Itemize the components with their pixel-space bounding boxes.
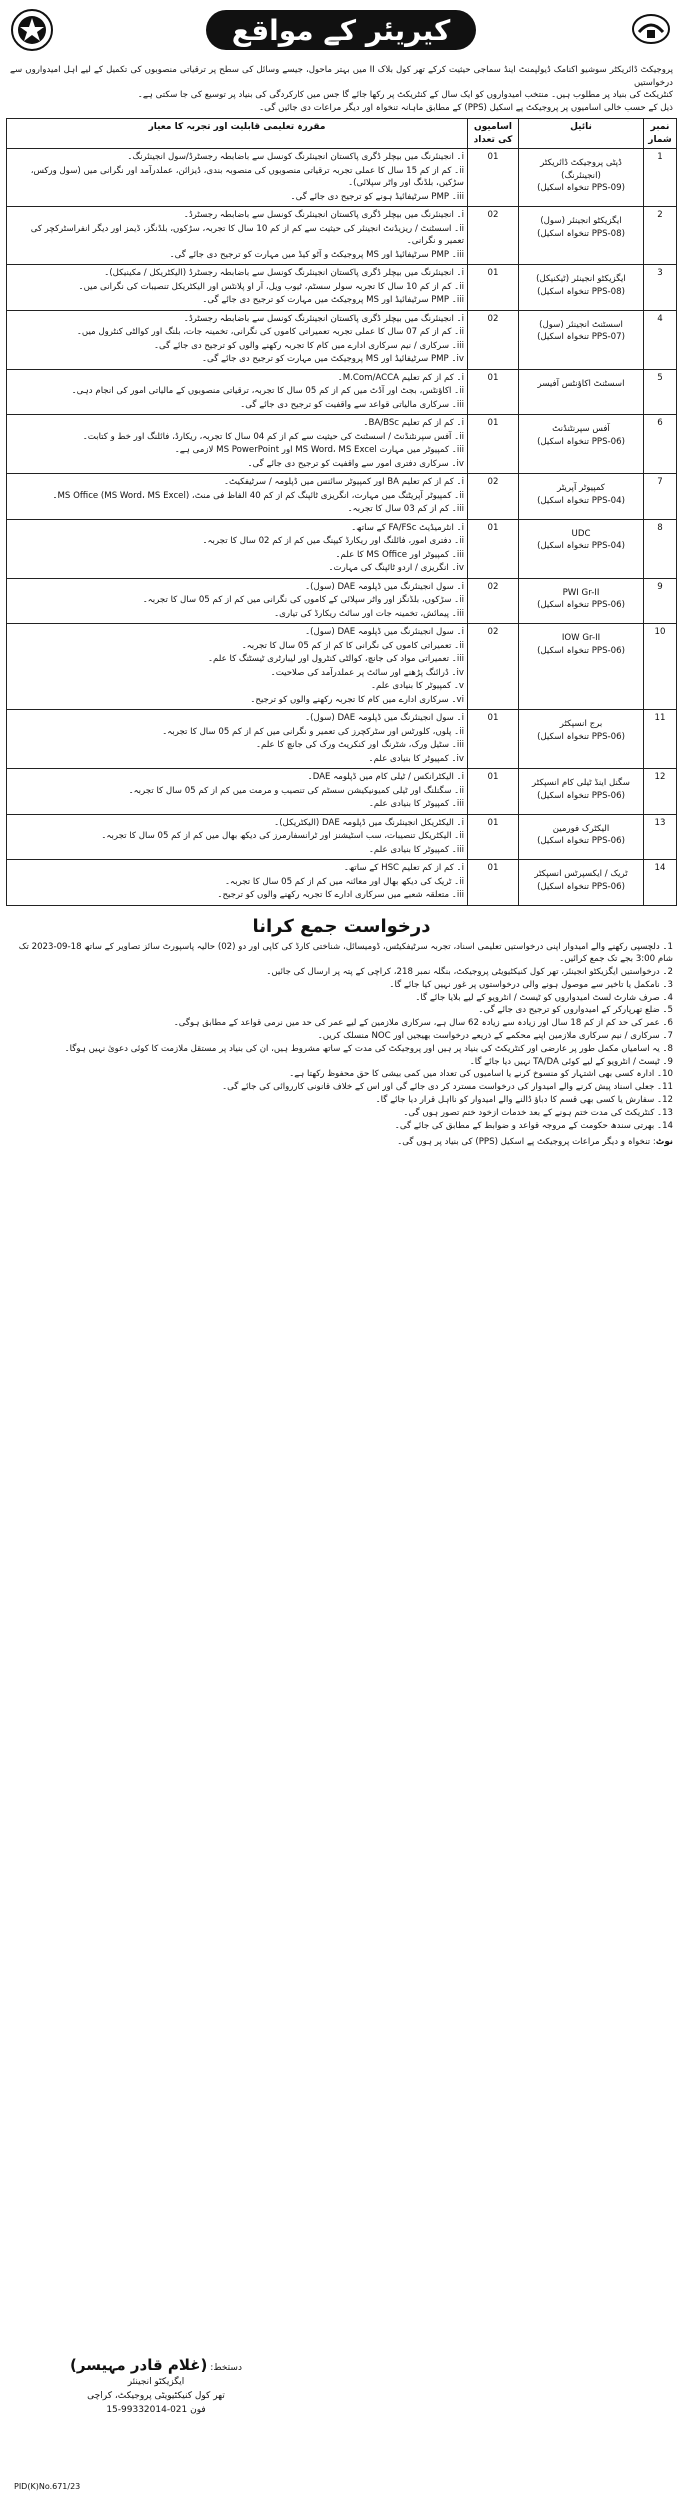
- post-title: UDC: [571, 528, 591, 539]
- table-body: [7, 149, 677, 906]
- requirements-cell: [7, 149, 468, 207]
- row-number: 13: [644, 814, 677, 860]
- requirement-item: iv۔ سرکاری دفتری امور سے واقفیت کو ترجیح دی جائے گی۔: [247, 458, 464, 469]
- requirements-cell: [7, 415, 468, 474]
- post-title-cell: [519, 265, 644, 311]
- table-row: [7, 415, 677, 474]
- row-number: 12: [644, 769, 677, 815]
- requirement-item: iii۔ PMP سرٹیفائیڈ اور MS پروجیکٹ و آٹو کیڈ میں مہارت کو ترجیح دی جائے گی۔: [169, 249, 464, 260]
- requirement-item: iv۔ ڈرائنگ پڑھنے اور سائٹ پر عملدرآمد کی صلاحیت۔: [270, 667, 464, 678]
- post-title-cell: [519, 814, 644, 860]
- pay-scale: (PPS-06 تنخواہ اسکیل): [537, 881, 625, 892]
- post-title-cell: [519, 207, 644, 265]
- requirement-item: iv۔ PMP سرٹیفائیڈ اور MS پروجیکٹ میں مہارت کو ترجیح دی جائے گی۔: [202, 354, 464, 364]
- project-logo-icon: [631, 12, 671, 46]
- instruction-item: 5۔ ضلع تھرپارکر کے امیدواروں کو ترجیح دی جائے گی۔: [478, 1005, 673, 1016]
- requirement-item: i۔ انٹرمیڈیٹ FA/FSc کے ساتھ۔: [351, 522, 464, 533]
- requirement-item: ii۔ پلوں، کلورٹس اور سٹرکچرز کی تعمیر و نگرانی میں کم از کم 05 سال کا تجربہ۔: [162, 726, 464, 737]
- post-title-cell: [519, 415, 644, 474]
- pay-scale: (PPS-09 تنخواہ اسکیل): [537, 183, 625, 193]
- instruction-item: 7۔ سرکاری / نیم سرکاری ملازمین اپنے محکمے کے ذریعے درخواست بھیجیں اور NOC منسلک کریں۔: [317, 1031, 673, 1042]
- post-title-cell: [519, 624, 644, 710]
- post-title-cell: [519, 310, 644, 369]
- intro-line: کنٹریکٹ کی بنیاد پر مطلوب ہیں۔ منتخب امیدواروں کو ایک سال کے کنٹریکٹ پر رکھا جائے گا جس میں کارکردگی کی بنیاد پر توسیع کی جا سکتی ہے۔: [137, 90, 673, 100]
- row-number: 2: [644, 207, 677, 265]
- requirement-item: iii۔ کمپیوٹر میں مہارت MS Word، MS Excel اور MS PowerPoint لازمی ہے۔: [174, 445, 464, 455]
- row-number: 5: [644, 369, 677, 415]
- post-title: PWI Gr-II: [562, 587, 600, 598]
- requirements-cell: [7, 624, 468, 710]
- post-title: الیکٹرک فورمین: [552, 823, 610, 834]
- row-number: 9: [644, 578, 677, 624]
- table-row: [7, 860, 677, 906]
- table-row: [7, 207, 677, 265]
- apply-heading: درخواست جمع کرانا: [252, 915, 431, 937]
- instruction-item: 6۔ عمر کی حد کم از کم 18 سال اور زیادہ سے زیادہ 62 سال ہے، سرکاری ملازمین کے لیے عمر کی حد میں نرمی قواعد کے مطابق ہوگی۔: [173, 1018, 673, 1029]
- requirement-item: i۔ کم از کم تعلیم BA اور کمپیوٹر سائنس میں ڈپلومہ / سرٹیفکیٹ۔: [224, 477, 464, 487]
- requirement-item: v۔ کمپیوٹر کا بنیادی علم۔: [370, 681, 464, 691]
- post-title-cell: [519, 769, 644, 815]
- table-row: [7, 265, 677, 311]
- instruction-item: 13۔ کنٹریکٹ کی مدت ختم ہونے کے بعد خدمات ازخود ختم تصور ہوں گی۔: [403, 1107, 673, 1118]
- row-number: 7: [644, 474, 677, 520]
- requirements-cell: [7, 860, 468, 906]
- row-number: 14: [644, 860, 677, 906]
- post-title: ٹریک / ایکسپرٹس انسپکٹر: [534, 869, 628, 879]
- signatory-name: (غلام قادر مہیسر): [70, 2356, 208, 2374]
- requirement-item: i۔ الیکٹریکل انجینئرنگ میں ڈپلومہ DAE (الیکٹریکل)۔: [274, 817, 464, 828]
- table-row: [7, 149, 677, 207]
- posts-count: 01: [468, 769, 519, 815]
- posts-count: 01: [468, 415, 519, 474]
- post-title: کمپیوٹر آپریٹر: [557, 483, 605, 493]
- page-title: کیریئر کے مواقع: [206, 10, 476, 50]
- requirement-item: iii۔ PMP سرٹیفائیڈ اور MS پروجیکٹ میں مہارت کو ترجیح دی جائے گی۔: [202, 295, 464, 305]
- signatory-phone: فون 021-99332014-15: [106, 2405, 206, 2415]
- requirement-item: i۔ انجینئرنگ میں بیچلر ڈگری پاکستان انجینئرنگ کونسل سے باضابطہ رجسٹرڈ۔: [183, 210, 464, 220]
- pay-scale: (PPS-06 تنخواہ اسکیل): [537, 645, 625, 656]
- requirement-item: ii۔ کم از کم 15 سال کا عملی تجربہ ترقیاتی منصوبوں کی منصوبہ بندی، ڈیزائن، عملدرآمد اور نگرانی میں (سول ورکس، سڑکیں، بلڈنگ اور واٹر سپلائی)۔: [30, 165, 464, 188]
- table-row: [7, 710, 677, 769]
- requirements-cell: [7, 265, 468, 311]
- table-row: [7, 369, 677, 415]
- posts-count: 02: [468, 310, 519, 369]
- intro-line: پروجیکٹ ڈائریکٹر سوشیو اکنامک ڈیولپمنٹ اینڈ سماجی حیثیت کرکے تھر کول بلاک II میں بہتر ماحول، جیسے وسائل کی سطح پر ترقیاتی منصوبوں کی تکمیل کے لیے اہل امیدواروں سے درخواستیں: [10, 65, 674, 88]
- posts-count: 01: [468, 860, 519, 906]
- requirement-item: iv۔ کمپیوٹر کا بنیادی علم۔: [368, 753, 464, 764]
- signatory-designation: ایگزیکٹو انجینئر: [127, 2377, 185, 2387]
- intro-line: ذیل کے حسب خالی اسامیوں پر پروجیکٹ پے اسکیل (PPS) کے مطابق ماہانہ تنخواہ اور دیگر مراعات دی جائیں گی۔: [259, 102, 673, 113]
- post-title-cell: [519, 149, 644, 207]
- pay-scale: (PPS-08 تنخواہ اسکیل): [537, 286, 625, 297]
- signature-block: [36, 2358, 276, 2417]
- requirements-cell: [7, 814, 468, 860]
- requirement-item: ii۔ کمپیوٹر آپریٹنگ میں مہارت، انگریزی ٹائپنگ کم از کم 40 الفاظ فی منٹ، MS Office (MS Word، MS Excel)۔: [52, 490, 464, 501]
- instruction-item: 9۔ ٹیسٹ / انٹرویو کے لیے کوئی TA/DA نہیں دیا جائے گا۔: [469, 1056, 673, 1067]
- requirement-item: ii۔ سگنلنگ اور ٹیلی کمیونیکیشن سسٹم کی تنصیب و مرمت میں کم از کم 05 سال کا تجربہ۔: [128, 785, 464, 796]
- post-title-cell: [519, 369, 644, 415]
- requirement-item: iii۔ سٹیل ورک، شٹرنگ اور کنکریٹ ورک کی جانچ کا علم۔: [255, 740, 464, 750]
- posts-count: 02: [468, 207, 519, 265]
- post-title-cell: [519, 710, 644, 769]
- instructions-list: [6, 941, 677, 1133]
- requirement-item: i۔ کم از کم تعلیم BA/BSc۔: [363, 418, 464, 428]
- posts-count: 01: [468, 369, 519, 415]
- signatory-office: تھر کول کنیکٹیویٹی پروجیکٹ، کراچی: [87, 2391, 225, 2401]
- requirements-cell: [7, 769, 468, 815]
- requirement-item: iii۔ تعمیراتی مواد کی جانچ، کوالٹی کنٹرول اور لیبارٹری ٹیسٹنگ کا علم۔: [208, 654, 464, 664]
- posts-count: 02: [468, 474, 519, 520]
- pay-scale: (PPS-06 تنخواہ اسکیل): [537, 436, 625, 447]
- vacancies-table: [6, 118, 677, 906]
- note-text: تنخواہ و دیگر مراعات پروجیکٹ پے اسکیل (PPS) کی بنیاد پر ہوں گی۔: [397, 1137, 651, 1148]
- posts-count: 01: [468, 519, 519, 578]
- table-row: [7, 310, 677, 369]
- requirement-item: iii۔ کمپیوٹر کا بنیادی علم۔: [368, 799, 464, 809]
- instruction-item: 2۔ درخواستیں ایگزیکٹو انجینئر، تھر کول کنیکٹیویٹی پروجیکٹ، بنگلہ نمبر 218، کراچی کے پتہ پر ارسال کی جائیں۔: [266, 967, 673, 978]
- post-title: برج انسپکٹر: [559, 719, 603, 729]
- pay-scale: (PPS-06 تنخواہ اسکیل): [537, 600, 625, 610]
- header-requirements: مقررہ تعلیمی قابلیت اور تجربہ کا معیار: [7, 119, 468, 149]
- requirements-cell: [7, 474, 468, 520]
- post-title-cell: [519, 860, 644, 906]
- table-header-row: [7, 119, 677, 149]
- table-row: [7, 474, 677, 520]
- requirement-item: i۔ سول انجینئرنگ میں ڈپلومہ DAE (سول)۔: [305, 713, 464, 723]
- post-title: ایگزیکٹو انجینئر (ٹیکنیکل): [536, 274, 626, 284]
- table-row: [7, 519, 677, 578]
- table-row: [7, 624, 677, 710]
- advertisement-page: [6, 6, 677, 2494]
- requirement-item: i۔ انجینئرنگ میں بیچلر ڈگری پاکستان انجینئرنگ کونسل سے باضابطہ رجسٹرڈ/سول انجینئرنگ۔: [127, 152, 464, 162]
- government-emblem-icon: [10, 8, 54, 52]
- post-title: ڈپٹی پروجیکٹ ڈائریکٹر (انجینئرنگ): [540, 158, 622, 181]
- post-title: اسسٹنٹ اکاؤنٹس آفیسر: [537, 378, 625, 389]
- requirement-item: ii۔ کم از کم 10 سال کا تجربہ سولر سسٹم، ٹیوب ویل، آر او پلانٹس اور الیکٹریکل تنصیبات کی نگرانی میں۔: [78, 281, 464, 292]
- requirement-item: i۔ سول انجینئرنگ میں ڈپلومہ DAE (سول)۔: [305, 627, 464, 637]
- posts-count: 02: [468, 624, 519, 710]
- requirement-item: ii۔ آفس سپرنٹنڈنٹ / اسسٹنٹ کی حیثیت سے کم از کم 04 سال کا تجربہ، ریکارڈ، فائلنگ اور خط و کتابت۔: [82, 431, 464, 442]
- requirement-item: iii۔ سرکاری مالیاتی قواعد سے واقفیت کو ترجیح دی جائے گی۔: [240, 399, 464, 410]
- requirement-item: iii۔ کم از کم 03 سال کا تجربہ۔: [347, 504, 464, 514]
- row-number: 3: [644, 265, 677, 311]
- header-num: نمبر شمار: [644, 119, 677, 149]
- posts-count: 01: [468, 265, 519, 311]
- header-title: نائیل: [519, 119, 644, 149]
- header: [6, 6, 677, 58]
- note-label: نوٹ: [655, 1137, 673, 1148]
- requirement-item: vi۔ سرکاری ادارے میں کام کا تجربہ رکھنے والوں کو ترجیح۔: [250, 694, 464, 705]
- requirement-item: ii۔ ٹریک کی دیکھ بھال اور معائنہ میں کم از کم 05 سال کا تجربہ۔: [225, 876, 464, 887]
- row-number: 4: [644, 310, 677, 369]
- pay-scale: (PPS-07 تنخواہ اسکیل): [537, 332, 625, 342]
- table-row: [7, 769, 677, 815]
- row-number: 8: [644, 519, 677, 578]
- instruction-item: 1۔ دلچسپی رکھنے والے امیدوار اپنی درخواستیں تعلیمی اسناد، تجربہ سرٹیفکیٹس، ڈومیسائل، شناختی کارڈ کی کاپی اور دو (02) حالیہ پاسپورٹ سائز تصاویر کے ساتھ 18-09-2023 تک شام 3:00 بجے تک جمع کرائیں۔: [18, 941, 673, 965]
- requirement-item: iii۔ متعلقہ شعبے میں سرکاری ادارے کا تجربہ رکھنے والوں کو ترجیح۔: [217, 890, 464, 900]
- row-number: 10: [644, 624, 677, 710]
- row-number: 1: [644, 149, 677, 207]
- instruction-item: 12۔ سفارش یا کسی بھی قسم کا دباؤ ڈالنے والے امیدوار کو نااہل قرار دیا جائے گا۔: [375, 1095, 673, 1106]
- intro-paragraph: [6, 64, 677, 114]
- pay-scale: (PPS-06 تنخواہ اسکیل): [537, 836, 625, 846]
- posts-count: 01: [468, 814, 519, 860]
- post-title: اسسٹنٹ انجینئر (سول): [539, 319, 623, 330]
- pay-scale: (PPS-04 تنخواہ اسکیل): [537, 495, 625, 506]
- requirements-cell: [7, 207, 468, 265]
- instruction-item: 4۔ صرف شارٹ لسٹ امیدواروں کو ٹیسٹ / انٹرویو کے لیے بلایا جائے گا۔: [415, 992, 673, 1003]
- pay-scale: (PPS-08 تنخواہ اسکیل): [537, 228, 625, 239]
- requirements-cell: [7, 710, 468, 769]
- header-posts: اسامیوں کی تعداد: [468, 119, 519, 149]
- requirement-item: iii۔ PMP سرٹیفائیڈ ہونے کو ترجیح دی جائے گی۔: [290, 191, 464, 202]
- requirement-item: iii۔ سرکاری / نیم سرکاری ادارے میں کام کا تجربہ رکھنے والوں کو ترجیح دی جائے گی۔: [153, 340, 464, 351]
- signature-line: دستخط: (غلام قادر مہیسر): [70, 2356, 242, 2374]
- table-row: [7, 814, 677, 860]
- requirement-item: i۔ الیکٹرانکس / ٹیلی کام میں ڈپلومہ DAE۔: [307, 772, 464, 782]
- instruction-item: 14۔ بھرتی سندھ حکومت کے مروجہ قواعد و ضوابط کے مطابق کی جائے گی۔: [394, 1120, 673, 1131]
- pay-scale: (PPS-06 تنخواہ اسکیل): [537, 790, 625, 801]
- requirements-cell: [7, 310, 468, 369]
- requirement-item: i۔ سول انجینئرنگ میں ڈپلومہ DAE (سول)۔: [305, 581, 464, 592]
- requirement-item: iv۔ انگریزی / اردو ٹائپنگ کی مہارت۔: [328, 563, 464, 573]
- instruction-item: 11۔ جعلی اسناد پیش کرنے والے امیدوار کی درخواست مسترد کر دی جائے گی اور اس کے خلاف قانونی کارروائی کی جائے گی۔: [222, 1082, 673, 1093]
- post-title-cell: [519, 519, 644, 578]
- pid-number: PID(K)No.671/23: [14, 2482, 81, 2491]
- requirements-cell: [7, 578, 468, 624]
- note: نوٹ: تنخواہ و دیگر مراعات پروجیکٹ پے اسکیل (PPS) کی بنیاد پر ہوں گی۔: [397, 1137, 673, 1148]
- requirement-item: ii۔ کم از کم 07 سال کا عملی تجربہ تعمیراتی کاموں کی نگرانی، تخمینہ جات، بلنگ اور کوالٹی کنٹرول میں۔: [76, 327, 464, 337]
- row-number: 6: [644, 415, 677, 474]
- requirement-item: iii۔ کمپیوٹر اور MS Office کا علم۔: [335, 549, 464, 560]
- instruction-item: 10۔ ادارہ کسی بھی اشتہار کو منسوخ کرنے یا اسامیوں کی تعداد میں کمی بیشی کا حق محفوظ رکھتا ہے۔: [289, 1069, 673, 1080]
- post-title-cell: [519, 578, 644, 624]
- requirement-item: i۔ انجینئرنگ میں بیچلر ڈگری پاکستان انجینئرنگ کونسل سے باضابطہ رجسٹرڈ (الیکٹریکل / مکینیکل)۔: [104, 268, 464, 278]
- posts-count: 02: [468, 578, 519, 624]
- pay-scale: (PPS-06 تنخواہ اسکیل): [537, 731, 625, 742]
- instruction-item: 8۔ یہ اسامیاں مکمل طور پر عارضی اور کنٹریکٹ کی بنیاد پر ہیں اور پروجیکٹ کی مدت کے ساتھ مشروط ہیں، ان کی بنیاد پر مستقل ملازمت کا کوئی دعویٰ نہیں ہوگا۔: [64, 1043, 673, 1054]
- pay-scale: (PPS-04 تنخواہ اسکیل): [537, 541, 625, 551]
- requirement-item: ii۔ اسسٹنٹ / ریزیڈنٹ انجینئر کی حیثیت سے کم از کم 10 سال کا تجربہ، سڑکوں، بلڈنگز، ڈیمز اور دیگر انفراسٹرکچر کی تعمیر و نگرانی۔: [30, 223, 464, 246]
- posts-count: 01: [468, 710, 519, 769]
- requirement-item: i۔ کم از کم تعلیم M.Com/ACCA۔: [337, 372, 464, 383]
- table-row: [7, 578, 677, 624]
- requirement-item: ii۔ اکاؤنٹس، بجٹ اور آڈٹ میں کم از کم 05 سال کا تجربہ، ترقیاتی منصوبوں کے مالیاتی امور کی انجام دہی۔: [71, 386, 464, 396]
- requirements-cell: [7, 369, 468, 415]
- post-title: آفس سپرنٹنڈنٹ: [552, 424, 610, 434]
- requirement-item: i۔ انجینئرنگ میں بیچلر ڈگری پاکستان انجینئرنگ کونسل سے باضابطہ رجسٹرڈ۔: [183, 313, 464, 324]
- requirement-item: ii۔ دفتری امور، فائلنگ اور ریکارڈ کیپنگ میں کم از کم 02 سال کا تجربہ۔: [202, 536, 464, 546]
- signature-prefix: دستخط: [213, 2363, 242, 2373]
- instruction-item: 3۔ نامکمل یا تاخیر سے موصول ہونے والی درخواستوں پر غور نہیں کیا جائے گا۔: [389, 979, 673, 990]
- post-title: سگنل اینڈ ٹیلی کام انسپکٹر: [531, 778, 630, 788]
- row-number: 11: [644, 710, 677, 769]
- posts-count: 01: [468, 149, 519, 207]
- requirement-item: iii۔ پیمائش، تخمینہ جات اور سائٹ ریکارڈ کی تیاری۔: [274, 608, 464, 619]
- requirements-cell: [7, 519, 468, 578]
- post-title: IOW Gr-II: [561, 633, 601, 643]
- requirement-item: ii۔ تعمیراتی کاموں کی نگرانی کا کم از کم 05 سال کا تجربہ۔: [241, 640, 464, 651]
- post-title: ایگزیکٹو انجینئر (سول): [540, 216, 622, 226]
- requirement-item: iii۔ کمپیوٹر کا بنیادی علم۔: [368, 844, 464, 855]
- requirement-item: ii۔ الیکٹریکل تنصیبات، سب اسٹیشنز اور ٹرانسفارمرز کی دیکھ بھال میں کم از کم 05 سال کا تجربہ۔: [101, 831, 464, 841]
- requirement-item: i۔ کم از کم تعلیم HSC کے ساتھ۔: [343, 863, 464, 873]
- requirement-item: ii۔ سڑکوں، بلڈنگز اور واٹر سپلائی کے کاموں کی نگرانی میں کم از کم 05 سال کا تجربہ۔: [142, 595, 464, 605]
- post-title-cell: [519, 474, 644, 520]
